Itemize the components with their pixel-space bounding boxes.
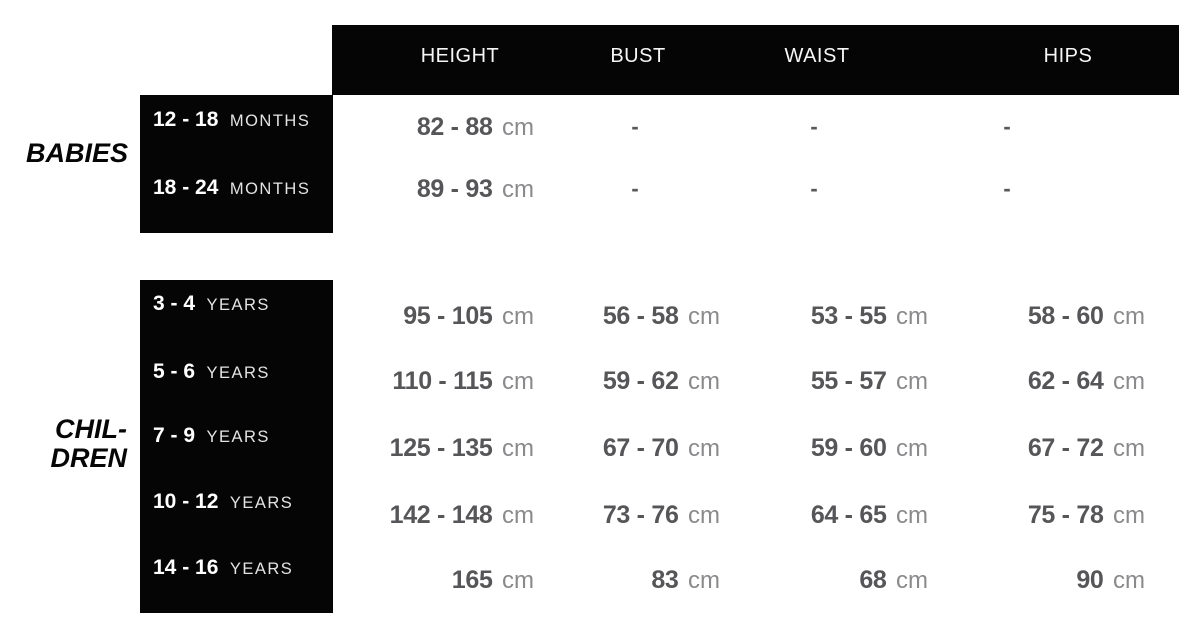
unit-text: cm	[502, 176, 534, 203]
value-text: 59 - 62	[602, 367, 679, 395]
age-unit: YEARS	[206, 428, 270, 446]
unit-text: cm	[896, 303, 928, 330]
column-header-bust: BUST	[610, 45, 666, 67]
bust-cell-empty: -	[631, 114, 639, 139]
age-cell	[153, 553, 293, 583]
unit-text: cm	[502, 435, 534, 462]
hips-cell	[1028, 366, 1145, 396]
value-text: 64 - 65	[810, 501, 887, 529]
age-range: 3 - 4	[153, 292, 196, 315]
bust-cell	[603, 433, 720, 463]
group-title-children	[50, 415, 127, 473]
value-text: 67 - 72	[1027, 434, 1104, 462]
unit-text: cm	[688, 303, 720, 330]
height-cell	[390, 500, 534, 530]
group-title-line-1: CHIL-	[55, 414, 127, 444]
age-cell	[153, 105, 310, 135]
age-range: 10 - 12	[153, 490, 219, 513]
age-range: 12 - 18	[153, 108, 219, 131]
hips-cell	[1028, 301, 1145, 331]
age-unit: YEARS	[206, 296, 270, 314]
unit-text: cm	[502, 567, 534, 594]
value-text: 68	[859, 566, 887, 594]
value-text: 165	[451, 566, 493, 594]
height-cell	[417, 174, 534, 204]
unit-text: cm	[688, 435, 720, 462]
column-header-height: HEIGHT	[420, 45, 500, 67]
waist-cell	[811, 433, 928, 463]
waist-cell-empty: -	[810, 114, 818, 139]
value-text: 75 - 78	[1027, 501, 1104, 529]
hips-cell-empty: -	[1003, 114, 1011, 139]
waist-cell	[811, 301, 928, 331]
age-cell	[153, 289, 270, 319]
value-text: 53 - 55	[810, 302, 887, 330]
unit-text: cm	[502, 502, 534, 529]
group-title-text: BABIES	[25, 138, 128, 168]
waist-cell	[859, 565, 928, 595]
height-cell	[417, 112, 534, 142]
age-range: 5 - 6	[153, 360, 196, 383]
value-text: 125 - 135	[389, 434, 493, 462]
column-header-waist: WAIST	[784, 45, 850, 67]
age-unit: YEARS	[206, 364, 270, 382]
height-cell	[392, 366, 534, 396]
hips-cell	[1076, 565, 1145, 595]
value-text: 90	[1076, 566, 1104, 594]
value-text: 110 - 115	[392, 367, 493, 395]
value-text: 58 - 60	[1027, 302, 1104, 330]
unit-text: cm	[688, 502, 720, 529]
unit-text: cm	[688, 567, 720, 594]
value-text: 89 - 93	[416, 175, 493, 203]
age-cell	[153, 487, 293, 517]
age-unit: YEARS	[229, 494, 294, 512]
value-text: 82 - 88	[416, 113, 493, 141]
age-cell	[153, 173, 310, 203]
value-text: 62 - 64	[1027, 367, 1104, 395]
height-cell	[390, 433, 534, 463]
unit-text: cm	[896, 368, 928, 395]
age-range: 14 - 16	[153, 556, 219, 579]
bust-cell	[603, 366, 720, 396]
waist-cell	[811, 500, 928, 530]
bust-cell	[603, 301, 720, 331]
age-unit: MONTHS	[229, 180, 311, 198]
height-cell	[403, 301, 534, 331]
age-cell	[153, 357, 270, 387]
value-text: 142 - 148	[389, 501, 493, 529]
unit-text: cm	[502, 114, 534, 141]
unit-text: cm	[1113, 502, 1145, 529]
age-unit: YEARS	[229, 560, 294, 578]
unit-text: cm	[1113, 303, 1145, 330]
value-text: 95 - 105	[403, 302, 493, 330]
hips-cell	[1028, 433, 1145, 463]
unit-text: cm	[1113, 368, 1145, 395]
age-range: 18 - 24	[153, 176, 219, 199]
height-cell	[452, 565, 534, 595]
group-title-babies	[26, 139, 128, 168]
unit-text: cm	[896, 502, 928, 529]
waist-cell	[811, 366, 928, 396]
hips-cell-empty: -	[1003, 176, 1011, 201]
unit-text: cm	[896, 435, 928, 462]
hips-cell	[1028, 500, 1145, 530]
value-text: 67 - 70	[602, 434, 679, 462]
bust-cell	[603, 500, 720, 530]
value-text: 55 - 57	[810, 367, 887, 395]
waist-cell-empty: -	[810, 176, 818, 201]
age-range: 7 - 9	[153, 424, 196, 447]
unit-text: cm	[896, 567, 928, 594]
age-unit: MONTHS	[229, 112, 311, 130]
value-text: 73 - 76	[602, 501, 679, 529]
bust-cell	[651, 565, 720, 595]
column-header-hips: HIPS	[1043, 45, 1093, 67]
unit-text: cm	[502, 303, 534, 330]
group-title-line-2: DREN	[50, 443, 127, 473]
age-cell	[153, 421, 270, 451]
bust-cell-empty: -	[631, 176, 639, 201]
unit-text: cm	[502, 368, 534, 395]
unit-text: cm	[1113, 435, 1145, 462]
unit-text: cm	[1113, 567, 1145, 594]
unit-text: cm	[688, 368, 720, 395]
value-text: 59 - 60	[810, 434, 887, 462]
value-text: 56 - 58	[602, 302, 679, 330]
value-text: 83	[651, 566, 679, 594]
